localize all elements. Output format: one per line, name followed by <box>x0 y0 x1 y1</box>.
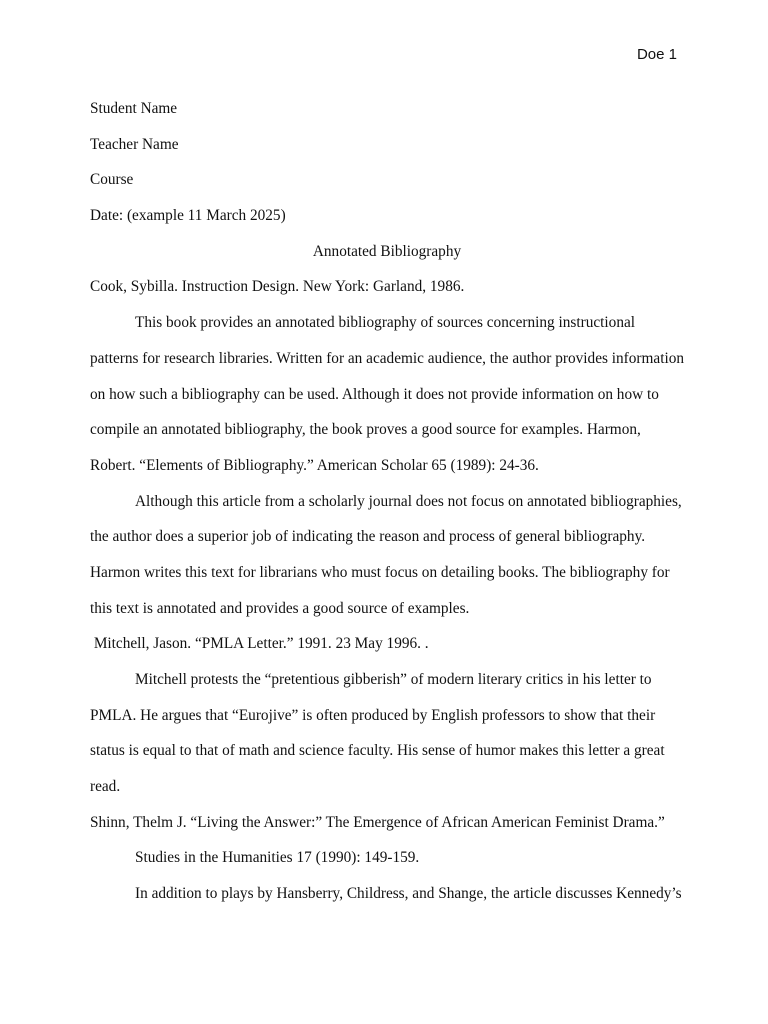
annotation-line: In addition to plays by Hansberry, Childress, and Shange, the article discusses Kennedy’s <box>135 885 682 903</box>
teacher-name: Teacher Name <box>90 135 179 153</box>
annotation-line: compile an annotated bibliography, the book proves a good source for examples. Harmon, <box>90 421 641 439</box>
citation-mitchell: Mitchell, Jason. “PMLA Letter.” 1991. 23 May 1996. . <box>90 635 429 653</box>
annotation-line: Robert. “Elements of Bibliography.” American Scholar 65 (1989): 24-36. <box>90 456 539 474</box>
annotation-line: Mitchell protests the “pretentious gibberish” of modern literary critics in his letter to <box>135 671 652 688</box>
document-body <box>90 91 684 912</box>
citation-shinn: Shinn, Thelm J. “Living the Answer:” The Emergence of African American Feminist Drama.” <box>90 813 665 831</box>
annotation-line: Harmon writes this text for librarians who must focus on detailing books. The bibliography for <box>90 563 670 581</box>
citation-continuation: Studies in the Humanities 17 (1990): 149-159. <box>135 849 420 867</box>
annotation-line: This book provides an annotated bibliography of sources concerning instructional <box>135 314 636 332</box>
annotation-line: the author does a superior job of indicating the reason and process of general bibliography. <box>90 528 646 546</box>
annotation-line: on how such a bibliography can be used. Although it does not provide information on how to <box>90 385 659 403</box>
annotation-line: this text is annotated and provides a good source of examples. <box>90 599 470 617</box>
annotation-line: patterns for research libraries. Written for an academic audience, the author provides information <box>90 349 684 367</box>
annotation-line: read. <box>90 778 121 796</box>
date-line: Date: (example 11 March 2025) <box>90 207 286 225</box>
course-name: Course <box>90 171 134 189</box>
document-title: Annotated Bibliography <box>312 242 462 260</box>
student-name: Student Name <box>90 100 178 117</box>
annotation-line: PMLA. He argues that “Eurojive” is often produced by English professors to show that their <box>90 706 656 724</box>
page-header-number: Doe 1 <box>636 46 677 63</box>
annotation-line: status is equal to that of math and science faculty. His sense of humor makes this letter a great <box>90 742 665 760</box>
annotation-line: Although this article from a scholarly journal does not focus on annotated bibliographies, <box>135 492 682 510</box>
citation-cook: Cook, Sybilla. Instruction Design. New York: Garland, 1986. <box>90 278 465 296</box>
